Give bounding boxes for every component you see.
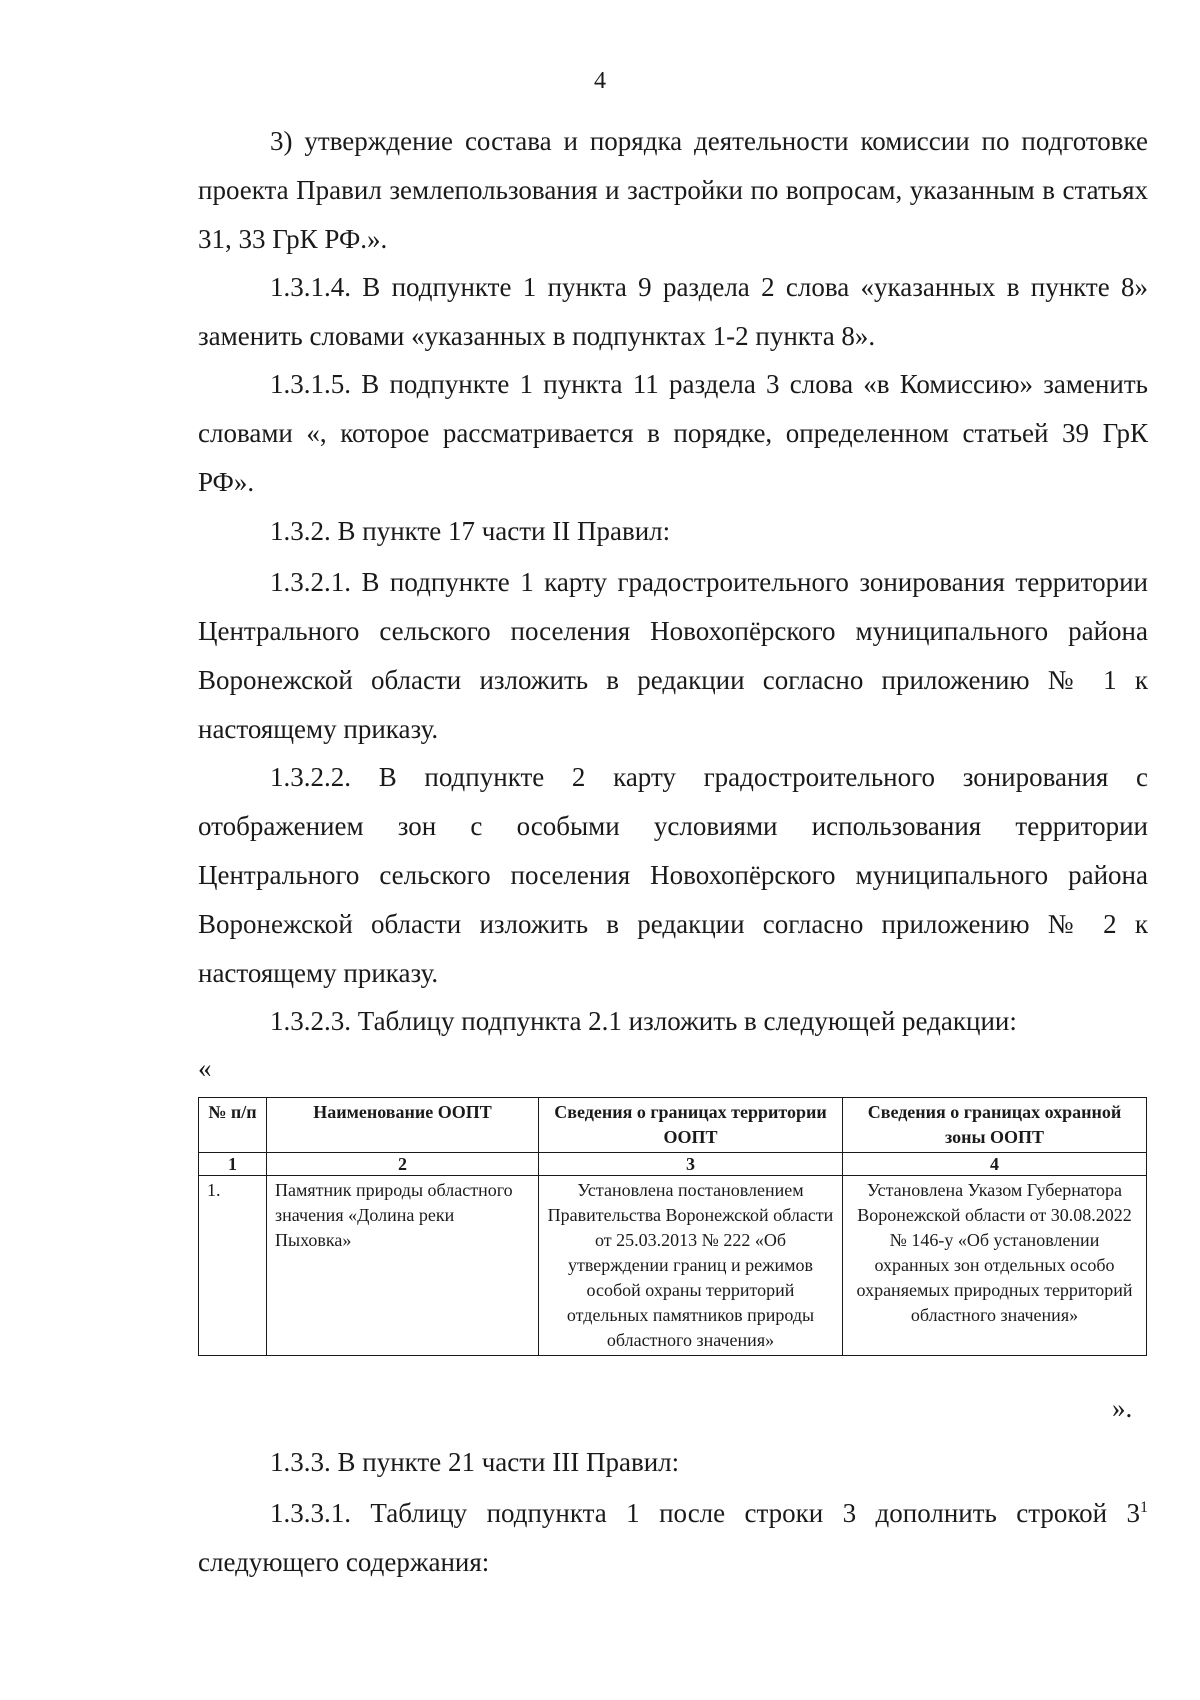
row-territory-info: Установлена постановлением Правительства Воронежской области от 25.03.2013 № 222 «Об утверждении границ и режимов особой охраны территорий отдельных памятников природы областного значения»: [539, 1176, 843, 1356]
column-number: 1: [199, 1153, 267, 1176]
paragraph-1-3-3-1-text: 1.3.3.1. Таблицу подпункта 1 после строки 3 дополнить строкой 3: [270, 1498, 1140, 1528]
paragraph-1-3-1-5: 1.3.1.5. В подпункте 1 пункта 11 раздела 3 слова «в Комиссию» заменить словами «, которое рассматривается в порядке, определенном статьей 39 ГрК РФ».: [198, 369, 1148, 497]
paragraph-1-3-2-3: 1.3.2.3. Таблицу подпункта 2.1 изложить в следующей редакции:: [270, 1006, 1017, 1036]
paragraph-commission-item: 3) утверждение состава и порядка деятельности комиссии по подготовке проекта Правил землепользования и застройки по вопросам, указанным в статьях 31, 33 ГрК РФ.».: [198, 126, 1148, 254]
paragraph-1-3-3-1-tail: следующего содержания:: [198, 1547, 490, 1577]
page-number: 4: [594, 68, 606, 94]
header-name: Наименование ООПТ: [267, 1098, 539, 1153]
row-number: 1.: [199, 1176, 267, 1356]
column-number: 3: [539, 1153, 843, 1176]
superscript-row-number: 1: [1140, 1499, 1148, 1516]
header-protection-zone-bounds: Сведения о границах охранной зоны ООПТ: [843, 1098, 1147, 1153]
paragraph-1-3-1-4: 1.3.1.4. В подпункте 1 пункта 9 раздела 2 слова «указанных в пункте 8» заменить словами «указанных в подпунктах 1-2 пункта 8».: [198, 272, 1148, 351]
column-number: 4: [843, 1153, 1147, 1176]
paragraph-1-3-3: 1.3.3. В пункте 21 части III Правил:: [270, 1447, 680, 1477]
oopt-table: [198, 1097, 1147, 1356]
table-close-quote: ».: [1112, 1393, 1133, 1423]
header-number: № п/п: [199, 1098, 267, 1153]
row-oopt-name: Памятник природы областного значения «Долина реки Пыховка»: [267, 1176, 539, 1356]
column-number: 2: [267, 1153, 539, 1176]
table-row: [199, 1176, 1147, 1356]
row-protection-zone-info: Установлена Указом Губернатора Воронежской области от 30.08.2022 № 146-у «Об установлении охранных зон отдельных особо охраняемых природных территорий областного значения»: [843, 1176, 1147, 1356]
paragraph-1-3-2-2: 1.3.2.2. В подпункте 2 карту градостроительного зонирования с отображением зон с особыми условиями использования территории Центрального сельского поселения Новохопёрского муниципального района Воронежской области изложить в редакции согласно приложению № 2 к настоящему приказу.: [198, 762, 1148, 988]
table-column-numbers-row: [199, 1153, 1147, 1176]
paragraph-1-3-3-1: [198, 1489, 1148, 1587]
header-territory-bounds: Сведения о границах территории ООПТ: [539, 1098, 843, 1153]
table-header-row: [199, 1098, 1147, 1153]
paragraph-1-3-2-1: 1.3.2.1. В подпункте 1 карту градостроительного зонирования территории Центрального сельского поселения Новохопёрского муниципального района Воронежской области изложить в редакции согласно приложению № 1 к настоящему приказу.: [198, 567, 1148, 744]
paragraph-1-3-2: 1.3.2. В пункте 17 части II Правил:: [270, 516, 671, 546]
table-open-quote: «: [198, 1053, 212, 1083]
